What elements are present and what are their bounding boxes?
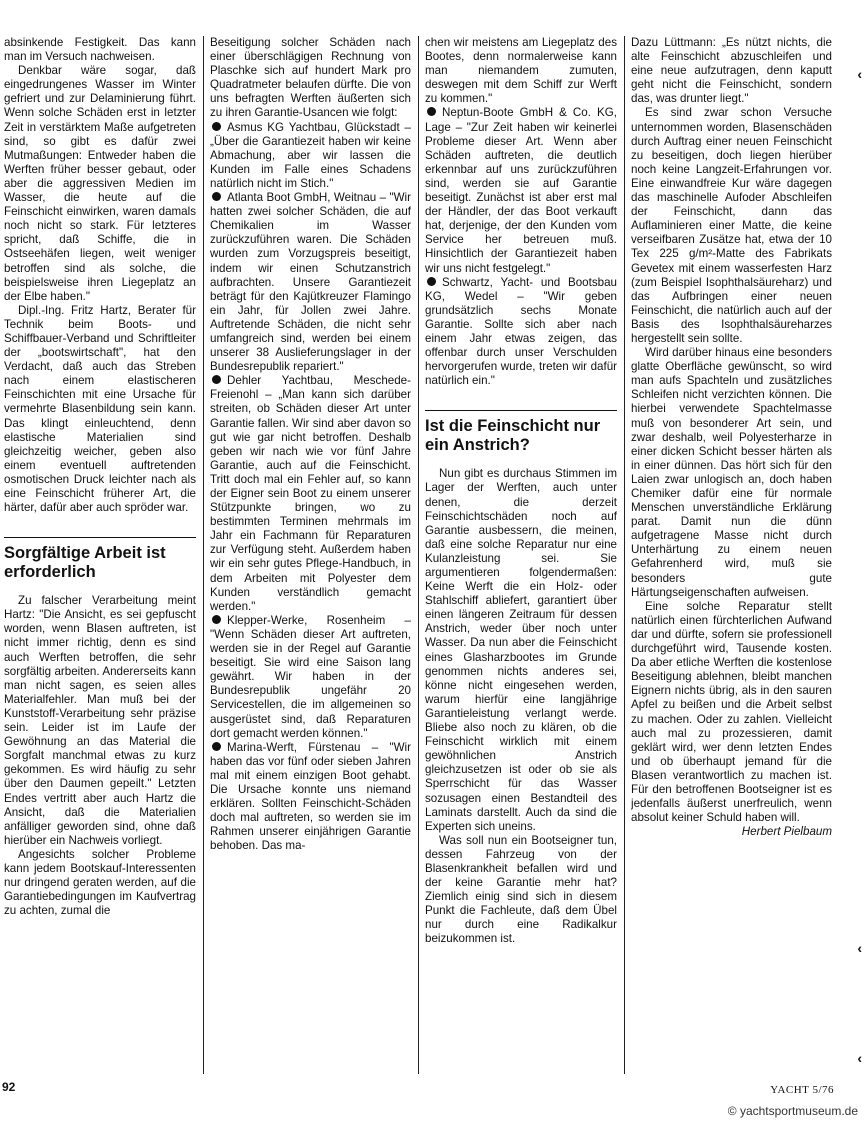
section-heading: Ist die Feinschicht nur ein Anstrich?: [425, 417, 601, 455]
paragraph: Was soll nun ein Bootseigner tun, dessen Fahrzeug von der Blasenkrankheit befallen wird und der keine Garantie mehr hat? Ziemlich einig sind sich in diesem Punkt die Fachleute, daß dem Übel nur durch eine Radikalkur beizukommen ist.: [425, 833, 617, 946]
bullet-item: [210, 121, 411, 191]
bullet-text: Marina-Werft, Fürstenau – "Wir haben das vor fünf oder sieben Jahren mal mit einem einzigen Boot gehabt. Die Ursache konnte uns niemand erklären. Sollten Feinschicht-Schäden doch mal auftreten, so werden sie im Rahmen unserer einjährigen Garantie behoben. Das ma-: [210, 740, 411, 853]
section-heading: Sorgfältige Arbeit ist erforderlich: [4, 544, 166, 582]
bullet-text: Atlanta Boot GmbH, Weitnau – "Wir hatten zwei solcher Schäden, die auf Chemikalien im Wasser zurückzuführen waren. Die Schäden wurden zum Vorzugspreis beseitigt, indem wir einen Schutzanstrich aufbrachten. Unsere Garantiezeit beträgt für den Kajütkreuzer Flamingo ein Jahr, für Jollen zwei Jahre. Auftretende Schäden, die nicht sehr umfangreich sind, werden bei einem unserer 38 Auslieferungslager in der Bundesrepublik repariert.": [210, 191, 411, 374]
paragraph: Wird darüber hinaus eine besonders glatte Oberfläche gewünscht, so wird man aufs Spachteln und zusätzliches Schleifen nicht verzichten können. Die hierbei verwendete Spachtelmasse muß von besonderer Art sein, und zwar deshalb, weil Polyesterharze in einer dicken Schicht besser härten als in einer dünnen. Das hört sich für den Laien zwar unlogisch an, doch haben Chemiker dafür eine für normale Menschen unverständliche Erklärung parat. Damit nun die dünn aufgetragene Masse nicht durch Unterhärtung zu einem neuen Gefahrenherd wird, muß sie besonders gute Härtungseigenschaften aufweisen.: [631, 346, 832, 599]
author-signature: Herbert Pielbaum: [741, 825, 832, 839]
paragraph: Beseitigung solcher Schäden nach einer überschlägigen Rechnung von Plaschke sich auf hundert Mark pro Quadratmeter belaufen dürfte. Die von uns befragten Werften äußerten sich zu ihren Garantie-Usancen wie folgt:: [210, 36, 411, 120]
column-divider: [203, 36, 204, 1074]
column-3: [425, 36, 617, 1074]
paragraph: Zu falscher Verarbeitung meint Hartz: "Die Ansicht, es sei gepfuscht worden, wenn Blasen auftreten, ist nicht immer richtig, denn es sind auch Werften betroffen, die sehr sorgfältig arbeiten. Andererseits kann man nicht sagen, es seien alles Materialfehler. Man muß bei der Kunststoff-Verarbeitung sehr präzise sein. Leider ist im Laufe der Gewöhnung an das Material die Sorgfalt manchmal etwas zu kurz gekommen. Es wird häufig zu sehr über den Daumen gepeilt." Letzten Endes vertritt aber auch Hartz die Ansicht, daß die Materialien anfälliger geworden sind, ohne daß hierüber ein Nachweis vorliegt.: [4, 594, 196, 847]
column-divider: [418, 36, 419, 1074]
paragraph: Nun gibt es durchaus Stimmen im Lager der Werften, auch unter denen, die derzeit Feinschichtschäden noch auf Garantie ausbessern, die meinen, daß eine solche Reparatur nur eine Kulanzleistung sei. Sie argumentieren folgendermaßen: Keine Werft die ein Holz- oder Stahlschiff abliefert, garantiert über einen längeren Zeitraum für dessen Anstrich, weder über noch unter Wasser. Da nun aber die Feinschicht eines Glasharzbootes im Grunde genommen nichts anderes sei, könne nicht eingesehen werden, warum hierfür eine langjährige Garantieleistung verlangt werde. Bliebe also noch zu klären, ob die Feinschicht wirklich mit einem gewöhnlichen Anstrich gleichzusetzen ist oder ob sie als Sperrschicht für das Wasser sozusagen einen Bestandteil des Laminats darstellt. Auch da sind die Experten sich uneins.: [425, 467, 617, 833]
paragraph: Dipl.-Ing. Fritz Hartz, Berater für Technik beim Boots- und Schiffbauer-Verband und Schriftleiter der „bootswirtschaft", hat den Verdacht, daß auch das Streben nach einem elastischeren Feinschichten mit eine Ursache für vermehrte Blasenbildung sein kann. Das klingt einleuchtend, denn elastische Materialien sind gleichzeitig weicher, geben also einem eventuell auftretenden osmotischen Druck leichter nach als eine Feinschicht früherer Art, die härter, dafür aber auch spröder war.: [4, 303, 196, 515]
watermark: © yachtsportmuseum.de: [727, 1104, 858, 1118]
bullet-item: [210, 191, 411, 374]
column-divider: [624, 36, 625, 1074]
paragraph: chen wir meistens am Liegeplatz des Bootes, denn normalerweise kann man niemandem zumuten, deswegen mit dem Schiff zur Werft zu kommen.": [425, 36, 617, 106]
margin-arrow-icon: ‹: [857, 1050, 862, 1066]
magazine-issue: YACHT 5/76: [770, 1084, 834, 1096]
paragraph: Dazu Lüttmann: „Es nützt nichts, die alte Feinschicht abzuschleifen und eine neue aufzutragen, denn kaputt geht nicht die Feinschicht, sondern das, was drunter liegt.": [631, 36, 832, 106]
paragraph: Denkbar wäre sogar, daß eingedrungenes Wasser im Winter gefriert und zur Delaminierung führt. Wenn solche Schäden erst in letzter Zeit in verstärktem Maße aufgetreten sind, so gibt es dafür zwei Mutmaßungen: Entweder haben die Werften früher besser gebaut, oder aber die aggressiven Medien im Wasser, die heute auf die Feinschicht einwirken, waren damals noch nicht so stark. Für letzteres spricht, daß Schiffe, die in Ostseehäfen liegen, weit weniger betroffen sind als solche, die beispielsweise ihren Liegeplatz an der Elbe haben.": [4, 64, 196, 303]
paragraph: Es sind zwar schon Versuche unternommen worden, Blasenschäden durch Auftrag einer neuen Feinschicht zu beseitigen, doch liegen hierüber noch keine Langzeit-Erfahrungen vor. Eine einwandfreie Kur wäre dagegen das maschinelle Aufoder Abschleifen der Feinschicht, dann das Auflaminieren einer Matte, die keine verseifbaren Zusätze hat, etwa der 10 Tex 225 g/m²-Matte des Fabrikats Gevetex mit einem wasserfesten Harz (zum Beispiel Isophthalsäureharz) und das Aufbringen einer neuen Feinschicht, die natürlich auch auf der Basis des Isophthalsäureharzes hergestellt sein sollte.: [631, 106, 832, 345]
bullet-text: Klepper-Werke, Rosenheim – "Wenn Schäden dieser Art auftreten, werden sie in der Regel auf Garantie beseitigt. Sie wird eine Saison lang gewährt. Wir haben in der Bundesrepublik ungefähr 20 Servicestellen, die im allgemeinen so ausgerüstet sind, daß Reparaturen dort gemacht werden können.": [210, 613, 411, 740]
bullet-icon: [212, 192, 221, 201]
column-2: [210, 36, 411, 1074]
paragraph: Eine solche Reparatur stellt natürlich einen fürchterlichen Aufwand dar und dürfte, sofern sie professionell durchgeführt wird, Tausende kosten. Da aber etliche Werften die kostenlose Beseitigung ablehnen, bleibt manchen Eignern nichts übrig, als in den sauren Apfel zu beißen und die Arbeit selbst zu machen. Oder zu zahlen. Vielleicht auch mal zu prozessieren, damit geklärt wird, wer denn letzten Endes und ob überhaupt jemand für die Blasen verantwortlich zu machen ist. Für den betroffenen Bootseigner ist es jedenfalls äußerst unerfreulich, wenn absolut keiner Schuld haben will.: [631, 599, 832, 825]
bullet-text: Dehler Yachtbau, Meschede-Freienohl – „Man kann sich darüber streiten, ob Schäden dieser Art unter Garantie fallen. Wir sind aber davon so gut wie gar nicht betroffen. Deshalb geben wir nach wie vor fünf Jahre Garantie, auch auf die Feinschicht. Tritt doch mal ein Fehler auf, so kann der Eigner sein Boot zu einem unserer Stützpunkte bringen, wo zu bestimmten Terminen mehrmals im Jahr ein Fachmann für Reparaturen zur Verfügung steht. Außerdem haben wir ein sehr gutes Pflege-Handbuch, in dem Arbeiten mit Polyester dem Kunden verständlich gemacht werden.": [210, 374, 411, 613]
bullet-icon: [427, 277, 436, 286]
page-number: 92: [2, 1080, 16, 1094]
margin-arrow-icon: ‹: [857, 940, 862, 956]
paragraph: Angesichts solcher Probleme kann jedem Bootskauf-Interessenten nur dringend geraten werden, auf die Garantiebedingungen im Kaufvertrag zu achten, zumal die: [4, 847, 196, 918]
column-4: [631, 36, 832, 1074]
bullet-text: Asmus KG Yachtbau, Glückstadt – „Über die Garantiezeit haben wir keine Abmachung, aber wir lassen die Kunden im Falle eines Schadens natürlich nicht im Stich.": [210, 120, 411, 190]
bullet-icon: [212, 122, 221, 131]
bullet-item: [210, 374, 411, 614]
paragraph: absinkende Festigkeit. Das kann man im Versuch nachweisen.: [4, 36, 196, 64]
section-heading-box: [4, 537, 196, 582]
bullet-item: [425, 106, 617, 275]
bullet-item: [425, 276, 617, 389]
bullet-icon: [212, 615, 221, 624]
bullet-text: Schwartz, Yacht- und Bootsbau KG, Wedel – "Wir geben grundsätzlich sechs Monate Garantie. Sollte sich aber nach einem Jahr etwas zeigen, das offenbar durch unser Verschulden hervorgerufen wurde, treten wir dafür natürlich ein.": [425, 275, 617, 388]
margin-arrow-icon: ‹: [857, 66, 862, 82]
section-heading-box: [425, 410, 617, 455]
bullet-item: [210, 741, 411, 854]
bullet-icon: [212, 742, 221, 751]
bullet-text: Neptun-Boote GmbH & Co. KG, Lage – "Zur Zeit haben wir keinerlei Probleme dieser Art. Wenn aber Schäden auftreten, die deutlich erkennbar auf uns zurückzuführen sind, werden sie auf Garantie beseitigt. Zunächst ist aber erst mal der Händler, der das Boot verkauft hat, derjenige, der den Kunden vom Service her betreuen muß. Hinsichtlich der Garantiezeit haben wir uns nicht festgelegt.": [425, 106, 617, 275]
bullet-icon: [427, 107, 436, 116]
column-1: [4, 36, 196, 1074]
bullet-item: [210, 614, 411, 741]
bullet-icon: [212, 375, 221, 384]
